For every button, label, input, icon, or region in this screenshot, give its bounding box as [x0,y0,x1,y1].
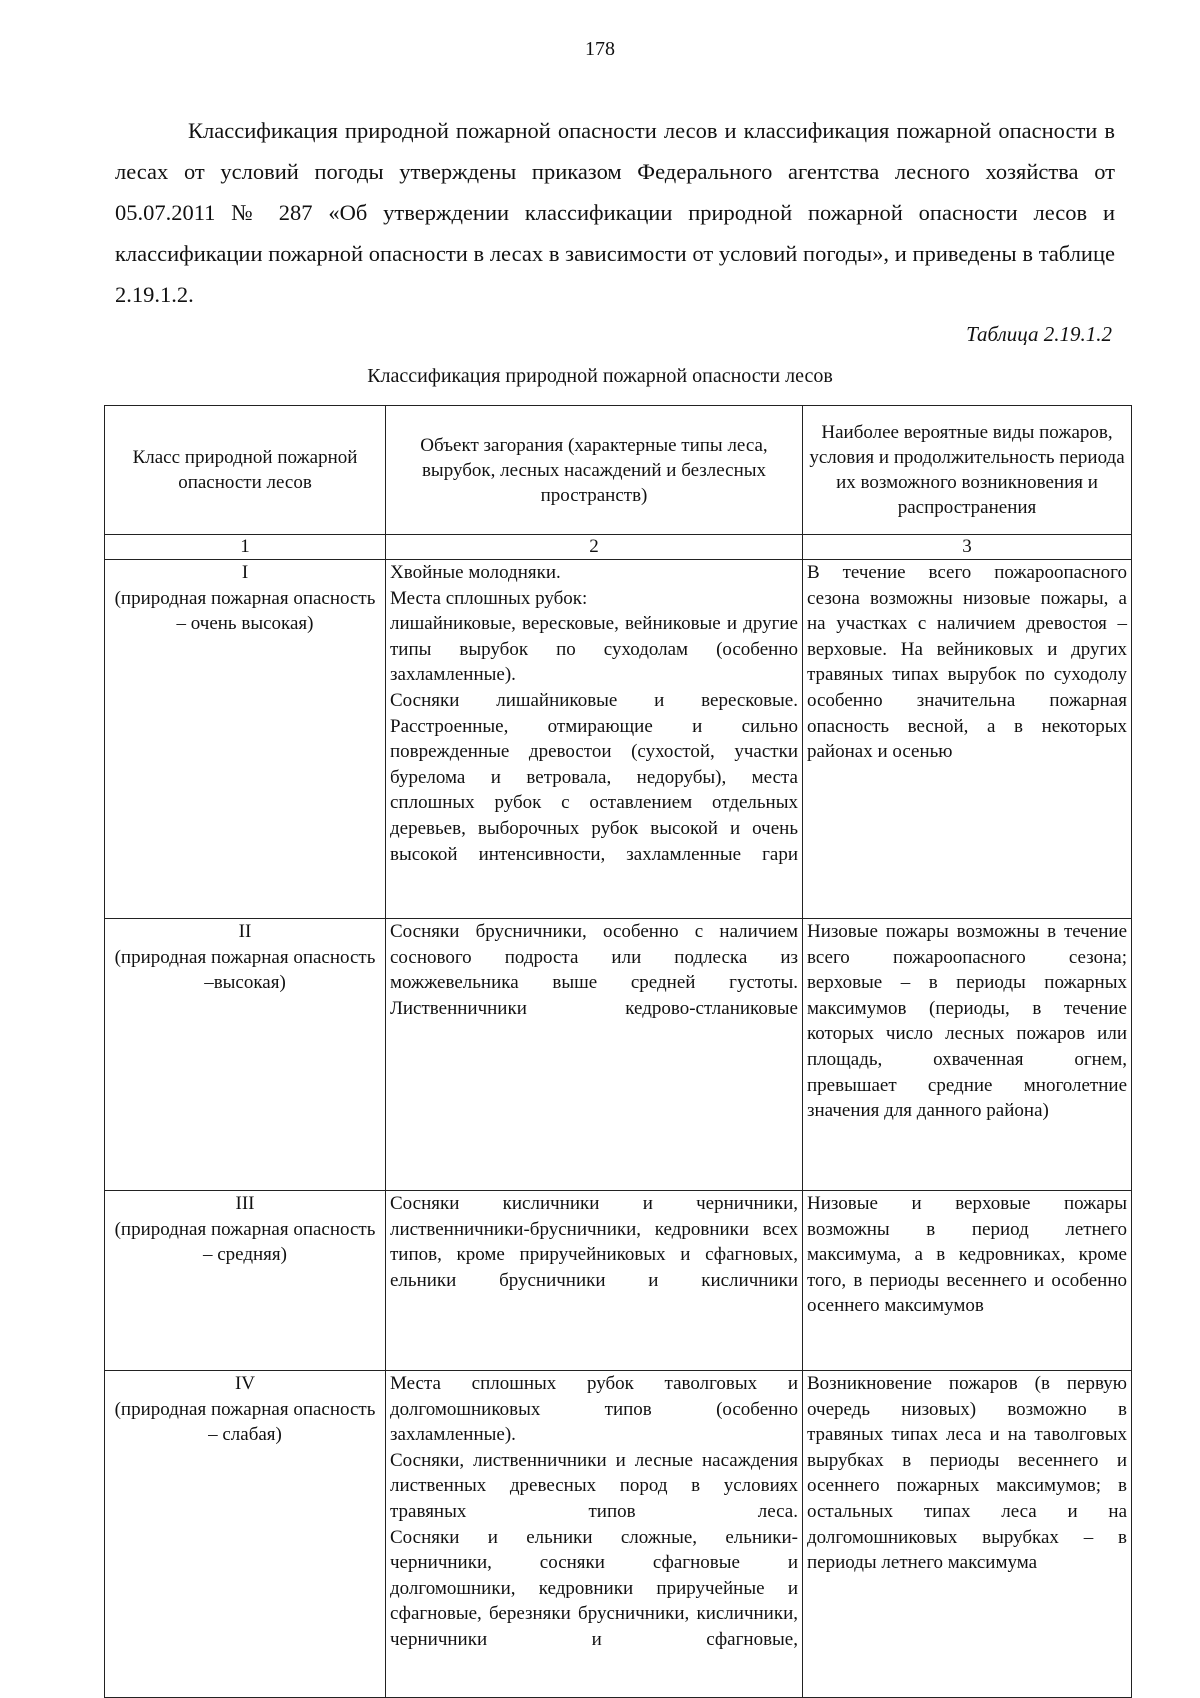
object-line: Сосняки лишайниковые и вересковые. Расстроенные, отмирающие и сильно поврежденные древостои (сухостой, участки бурелома и ветровала, недорубы), места сплошных рубок с оставлением отдельных деревьев, выборочных рубок высокой и очень высокой интенсивности, захламленные гари [390,689,798,865]
header-object: Объект загорания (характерные типы леса, вырубок, лесных насаждений и безлесных пространств) [386,406,803,535]
table-label: Таблица 2.19.1.2 [966,322,1112,346]
column-number: 3 [803,535,1132,560]
object-line: Хвойные молодняки. [390,562,561,583]
header-fires: Наиболее вероятные виды пожаров, условия и продолжительность периода их возможного возникновения и распространения [803,406,1132,535]
class-numeral: IV [234,1373,256,1394]
class-description: (природная пожарная опасность – слабая) [114,1398,376,1446]
object-cell [386,1371,803,1698]
object-line: Места сплошных рубок таволговых и долгомошниковых типов (особенно захламленные). [390,1373,798,1446]
fires-cell: Низовые пожары возможны в течение всего пожароопасного сезона; верховые – в периоды пожарных максимумов (периоды, в течение которых число лесных пожаров или площадь, охваченная огнем, превышает средние многолетние значения для данного района) [803,919,1132,1191]
table-row [105,560,1132,919]
class-numeral: I [241,562,249,583]
class-numeral: II [238,921,252,942]
object-line: Сосняки кисличники и черничники, лиственничники-брусничники, кедровники всех типов, кроме приручейниковых и сфагновых, ельники брусничники и кисличники [390,1193,798,1291]
class-description: (природная пожарная опасность – очень высокая) [114,587,376,635]
table-header-row [105,406,1132,535]
object-line: лишайниковые, вересковые, вейниковые и другие типы вырубок по суходолам (особенно захламленные). [390,613,798,686]
column-number-row [105,535,1132,560]
table-title: Классификация природной пожарной опасности лесов [367,365,833,387]
object-cell [386,1191,803,1371]
class-cell [105,560,386,919]
class-description: (природная пожарная опасность –высокая) [114,946,376,994]
object-cell [386,919,803,1191]
intro-paragraph: Классификация природной пожарной опасности лесов и классификация пожарной опасности в лесах от условий погоды утверждены приказом Федерального агентства лесного хозяйства от 05.07.2011 № 287 «Об утверждении классификации природной пожарной опасности лесов и классификации пожарной опасности в лесах в зависимости от условий погоды», и приведены в таблице 2.19.1.2. [115,118,1115,307]
fires-cell: В течение всего пожароопасного сезона возможны низовые пожары, а на участках с наличием древостоя – верховые. На вейниковых и других травяных типах вырубок по суходолу особенно значительна пожарная опасность весной, а в некоторых районах и осенью [803,560,1132,919]
object-line: Сосняки брусничники, особенно с наличием соснового подроста или подлеска из можжевельника выше средней густоты. Лиственничники кедрово-стланиковые [390,921,798,1019]
table-row [105,1191,1132,1371]
fires-cell: Низовые и верховые пожары возможны в период летнего максимума, а в кедровниках, кроме того, в периоды весеннего и особенно осеннего максимумов [803,1191,1132,1371]
column-number: 2 [386,535,803,560]
object-line: Сосняки, лиственничники и лесные насаждения лиственных древесных пород в условиях травяных типов леса. [390,1449,798,1522]
object-line: Сосняки и ельники сложные, ельники-черничники, сосняки сфагновые и долгомошники, кедровники приручейные и сфагновые, березняки брусничники, кисличники, черничники и сфагновые, [390,1526,798,1650]
table-row [105,919,1132,1191]
class-description: (природная пожарная опасность – средняя) [114,1218,376,1266]
fires-cell: Возникновение пожаров (в первую очередь низовых) возможно в травяных типах леса и на таволговых вырубках в периоды весеннего и осеннего пожарных максимумов; в остальных типах леса и на долгомошниковых вырубках – в периоды летнего максимума [803,1371,1132,1698]
class-numeral: III [235,1193,255,1214]
classification-table [104,405,1132,1698]
table-row [105,1371,1132,1698]
object-line: Места сплошных рубок: [390,587,588,609]
class-cell [105,1371,386,1698]
header-class: Класс природной пожарной опасности лесов [105,406,386,535]
object-cell [386,560,803,919]
page-number: 178 [585,38,615,60]
class-cell [105,919,386,1191]
class-cell [105,1191,386,1371]
column-number: 1 [105,535,386,560]
